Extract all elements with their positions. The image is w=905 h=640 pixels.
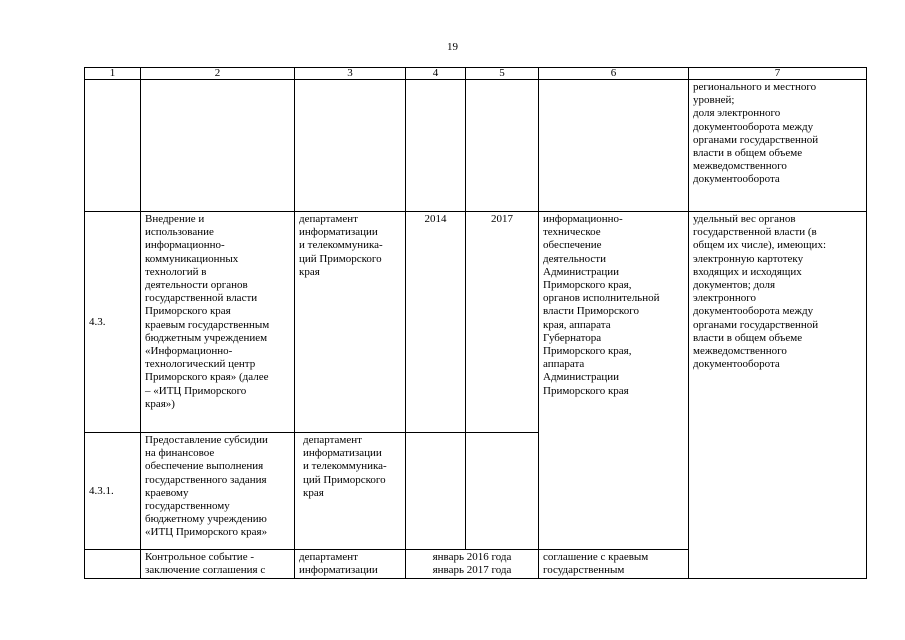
text-line: «Информационно-: [145, 345, 233, 358]
text-line: власти в общем объеме: [693, 147, 803, 160]
result-cell: [539, 550, 689, 579]
text-line: документооборота: [693, 358, 780, 371]
text-line: Администрации: [543, 371, 620, 384]
text-line: ций Приморского: [303, 473, 386, 486]
text-line: власти Приморского: [543, 305, 639, 318]
text-line: документооборота между: [693, 120, 814, 133]
text-line: обеспечение: [543, 239, 602, 252]
text-line: – «ИТЦ Приморского: [145, 384, 247, 397]
activity-cell: [141, 550, 295, 579]
text-line: государственным: [543, 564, 625, 577]
text-line: Приморского края,: [543, 345, 632, 358]
text-line: коммуникационных: [145, 252, 239, 265]
activity-cell: [141, 212, 295, 433]
text-line: Внедрение и: [145, 213, 205, 225]
column-number: 6: [539, 68, 689, 80]
continued-row: [85, 80, 867, 212]
text-line: деятельности: [543, 252, 606, 265]
cell-empty: [295, 80, 406, 212]
text-line: департамент: [299, 213, 358, 225]
cell-empty: [85, 550, 141, 579]
cell-empty: [406, 80, 466, 212]
activity-cell: [141, 433, 295, 550]
text-line: документов; доля: [693, 279, 776, 292]
column-number: 7: [689, 68, 867, 80]
text-line: органов исполнительной: [543, 292, 660, 305]
text-line: аппарата: [543, 358, 585, 371]
text-line: органами государственной: [693, 133, 819, 146]
column-number: 2: [141, 68, 295, 80]
text-line: информационно-: [145, 239, 225, 252]
cell-empty: [85, 80, 141, 212]
responsible-cell: [295, 550, 406, 579]
cell-empty: [466, 80, 539, 212]
text-line: информационно-: [543, 213, 623, 225]
text-line: документооборота между: [693, 305, 814, 318]
page-number: 19: [447, 41, 458, 53]
text-line: ций Приморского: [299, 252, 382, 265]
text-line: края, аппарата: [543, 318, 611, 331]
text-line: удельный вес органов: [693, 213, 796, 225]
text-line: краевым государственным: [145, 318, 270, 331]
text-line: межведомственного: [693, 160, 787, 173]
text-line: края: [299, 265, 320, 278]
text-line: края»): [145, 397, 175, 410]
text-line: январь 2016 года: [432, 551, 512, 563]
text-line: доля электронного: [693, 107, 781, 120]
text-line: январь 2017 года: [432, 564, 512, 577]
text-line: департамент: [303, 434, 362, 446]
row-number: 4.3.1.: [85, 433, 141, 550]
text-line: «ИТЦ Приморского края»: [145, 526, 268, 539]
text-line: органами государственной: [693, 318, 819, 331]
text-line: Приморского края,: [543, 279, 632, 292]
text-line: Предоставление субсидии: [145, 434, 268, 446]
column-numbers-row: [85, 68, 867, 80]
responsible-cell: [295, 212, 406, 433]
cell-empty: [406, 433, 466, 550]
indicator-cell: [689, 80, 867, 212]
text-line: техническое: [543, 226, 601, 239]
text-line: края: [303, 486, 324, 499]
text-line: краевому: [145, 486, 189, 499]
text-line: деятельности органов: [145, 279, 248, 292]
plan-table: [84, 67, 867, 579]
text-line: использование: [145, 226, 214, 239]
text-line: общем их числе), имеющих:: [693, 239, 826, 252]
cell-empty: [466, 433, 539, 550]
column-number: 5: [466, 68, 539, 80]
text-line: Администрации: [543, 265, 620, 278]
text-line: власти в общем объеме: [693, 331, 803, 344]
text-line: бюджетному учреждению: [145, 513, 267, 526]
text-line: электронного: [693, 292, 757, 305]
cell-empty: [539, 80, 689, 212]
responsible-cell: [295, 433, 406, 550]
text-line: обеспечение выполнения: [145, 460, 264, 473]
text-line: информатизации: [299, 564, 378, 577]
indicator-cell: [689, 212, 867, 579]
text-line: информатизации: [299, 226, 378, 239]
text-line: Приморского края: [543, 384, 629, 397]
text-line: Приморского края: [145, 305, 231, 318]
text-line: документооборота: [693, 173, 780, 186]
text-line: Контрольное событие -: [145, 551, 254, 563]
row-number: 4.3.: [85, 212, 141, 433]
text-line: информатизации: [303, 447, 382, 460]
column-number: 1: [85, 68, 141, 80]
text-line: Губернатора: [543, 331, 602, 344]
event-dates: [406, 550, 539, 579]
start-year: 2014: [406, 212, 466, 433]
text-line: и телекоммуника-: [299, 239, 383, 252]
text-line: и телекоммуника-: [303, 460, 387, 473]
text-line: регионального и местного: [693, 81, 817, 93]
text-line: на финансовое: [145, 447, 215, 460]
text-line: департамент: [299, 551, 358, 563]
text-line: бюджетным учреждением: [145, 331, 268, 344]
row-4-3: [85, 212, 867, 433]
text-line: уровней;: [693, 94, 735, 107]
column-number: 3: [295, 68, 406, 80]
text-line: заключение соглашения с: [145, 564, 266, 577]
text-line: государственной власти: [145, 292, 258, 305]
text-line: Приморского края» (далее: [145, 371, 269, 384]
text-line: межведомственного: [693, 345, 787, 358]
text-line: соглашение с краевым: [543, 551, 649, 563]
text-line: государственной власти (в: [693, 226, 817, 239]
column-number: 4: [406, 68, 466, 80]
result-cell: [539, 212, 689, 550]
text-line: входящих и исходящих: [693, 265, 802, 278]
cell-empty: [141, 80, 295, 212]
end-year: 2017: [466, 212, 539, 433]
text-line: государственному: [145, 500, 230, 513]
text-line: технологический центр: [145, 358, 256, 371]
text-line: электронную картотеку: [693, 252, 804, 265]
text-line: технологий в: [145, 265, 207, 278]
text-line: государственного задания: [145, 473, 267, 486]
